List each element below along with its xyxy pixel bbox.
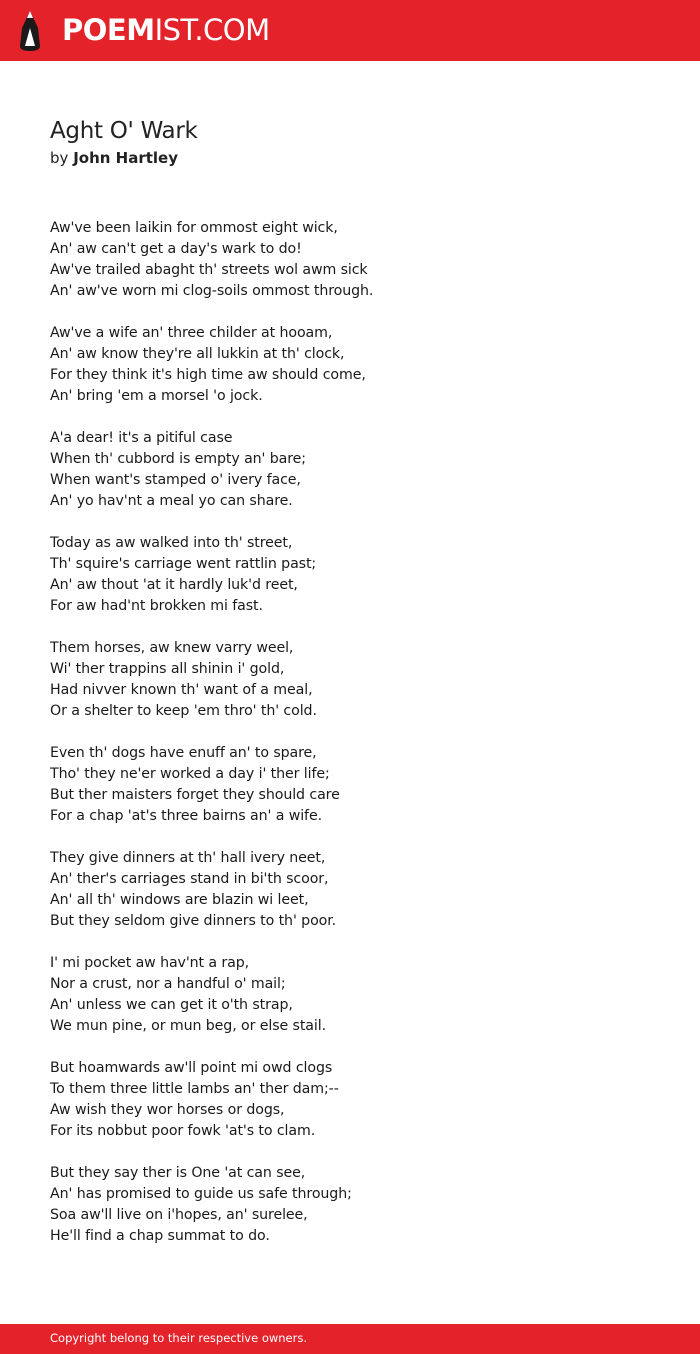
stanza bbox=[50, 743, 670, 827]
poem-line: An' aw've worn mi clog-soils ommost through. bbox=[50, 283, 374, 299]
poem-line: For they think it's high time aw should come, bbox=[50, 367, 366, 383]
poem-header bbox=[50, 116, 198, 168]
byline bbox=[50, 148, 198, 168]
poem-line: Soa aw'll live on i'hopes, an' surelee, bbox=[50, 1207, 308, 1223]
poem-line: Aw wish they wor horses or dogs, bbox=[50, 1102, 285, 1118]
site-header bbox=[0, 0, 700, 61]
stanza bbox=[50, 218, 670, 302]
poem-title: Aght O' Wark bbox=[50, 118, 198, 144]
poem-line: To them three little lambs an' ther dam;-- bbox=[50, 1081, 339, 1097]
poem-line: Tho' they ne'er worked a day i' ther life; bbox=[50, 766, 330, 782]
poem-line: An' has promised to guide us safe through; bbox=[50, 1186, 352, 1202]
poem-line: An' ther's carriages stand in bi'th scoor, bbox=[50, 871, 329, 887]
copyright-text: Copyright belong to their respective owners. bbox=[50, 1331, 308, 1346]
poem-line: An' unless we can get it o'th strap, bbox=[50, 997, 293, 1013]
poem-line: Aw've trailed abaght th' streets wol awm sick bbox=[50, 262, 368, 278]
poem-line: For aw had'nt brokken mi fast. bbox=[50, 598, 263, 614]
poem-body bbox=[50, 218, 670, 1268]
poem-line: Th' squire's carriage went rattlin past; bbox=[50, 556, 317, 572]
poem-line: Aw've a wife an' three childer at hooam, bbox=[50, 325, 333, 341]
poem-line: Nor a crust, nor a handful o' mail; bbox=[50, 976, 286, 992]
poem-line: When want's stamped o' ivery face, bbox=[50, 472, 301, 488]
by-label: by bbox=[50, 149, 69, 167]
logo-light-part: IST.COM bbox=[154, 13, 270, 47]
poem-line: Aw've been laikin for ommost eight wick, bbox=[50, 220, 338, 236]
poem-line: For a chap 'at's three bairns an' a wife. bbox=[50, 808, 322, 824]
poem-line: An' aw can't get a day's wark to do! bbox=[50, 241, 302, 257]
stanza bbox=[50, 1163, 670, 1247]
stanza bbox=[50, 638, 670, 722]
poem-line: An' bring 'em a morsel 'o jock. bbox=[50, 388, 263, 404]
author-name: John Hartley bbox=[73, 149, 178, 167]
poem-line: A'a dear! it's a pitiful case bbox=[50, 430, 233, 446]
stanza bbox=[50, 1058, 670, 1142]
poem-line: Today as aw walked into th' street, bbox=[50, 535, 293, 551]
stanza bbox=[50, 533, 670, 617]
poem-line: But ther maisters forget they should care bbox=[50, 787, 340, 803]
poem-line: Wi' ther trappins all shinin i' gold, bbox=[50, 661, 285, 677]
poem-line: Them horses, aw knew varry weel, bbox=[50, 640, 294, 656]
poem-line: But they seldom give dinners to th' poor. bbox=[50, 913, 337, 929]
poem-line: But they say ther is One 'at can see, bbox=[50, 1165, 306, 1181]
poem-line: Even th' dogs have enuff an' to spare, bbox=[50, 745, 317, 761]
poem-line: They give dinners at th' hall ivery neet, bbox=[50, 850, 326, 866]
poem-line: An' all th' windows are blazin wi leet, bbox=[50, 892, 309, 908]
poem-line: We mun pine, or mun beg, or else stail. bbox=[50, 1018, 326, 1034]
site-logo[interactable] bbox=[62, 13, 270, 47]
poem-line: An' yo hav'nt a meal yo can share. bbox=[50, 493, 293, 509]
poem-line: But hoamwards aw'll point mi owd clogs bbox=[50, 1060, 333, 1076]
poem-line: Or a shelter to keep 'em thro' th' cold. bbox=[50, 703, 317, 719]
poem-line: Had nivver known th' want of a meal, bbox=[50, 682, 313, 698]
pencil-logo-icon[interactable] bbox=[18, 10, 42, 52]
stanza bbox=[50, 428, 670, 512]
poem-line: An' aw know they're all lukkin at th' clock, bbox=[50, 346, 345, 362]
poem-line: When th' cubbord is empty an' bare; bbox=[50, 451, 306, 467]
poem-line: An' aw thout 'at it hardly luk'd reet, bbox=[50, 577, 298, 593]
poem-line: For its nobbut poor fowk 'at's to clam. bbox=[50, 1123, 316, 1139]
poem-line: I' mi pocket aw hav'nt a rap, bbox=[50, 955, 250, 971]
logo-bold-part: POEM bbox=[62, 13, 155, 47]
stanza bbox=[50, 848, 670, 932]
poem-line: He'll find a chap summat to do. bbox=[50, 1228, 270, 1244]
site-footer bbox=[0, 1324, 700, 1354]
stanza bbox=[50, 953, 670, 1037]
stanza bbox=[50, 323, 670, 407]
